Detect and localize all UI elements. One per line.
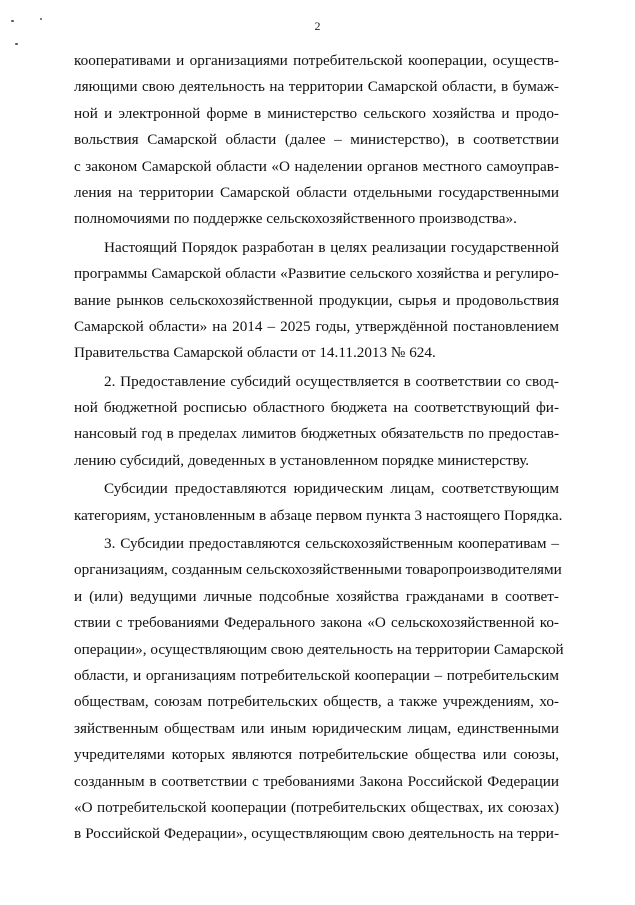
text-line: ной бюджетной росписью областного бюджета на соответствующий фи- [74, 399, 559, 417]
text-line: программы Самарской области «Развитие сельского хозяйства и регулиро- [74, 265, 559, 283]
text-line: созданным в соответствии с требованиями Закона Российской Федерации [74, 772, 559, 790]
text-line: вольствия Самарской области (далее – министерство), в соответствии [74, 131, 559, 149]
paragraph [74, 531, 564, 848]
text-line: в Российской Федерации», осуществляющим свою деятельность на терри- [74, 825, 559, 843]
text-line: «О потребительской кооперации (потребительских обществах, их союзах) [74, 798, 559, 816]
text-line: нансовый год в пределах лимитов бюджетных обязательств по предостав- [74, 425, 559, 443]
text-line: Правительства Самарской области от 14.11.2013 № 624. [74, 344, 436, 362]
text-line: ной и электронной форме в министерство сельского хозяйства и продо- [74, 104, 559, 122]
text-line: с законом Самарской области «О наделении органов местного самоуправ- [74, 157, 559, 175]
text-line: полномочиями по поддержке сельскохозяйственного производства». [74, 210, 517, 228]
text-line: ствии с требованиями Федерального закона «О сельскохозяйственной ко- [74, 614, 559, 632]
text-line: кооперативами и организациями потребительской кооперации, осуществ- [74, 52, 559, 69]
paragraph [74, 369, 559, 475]
text-line: ления на территории Самарской области отдельными государственными [74, 183, 559, 201]
text-line: зяйственным обществам или иным юридическим лицам, единственными [74, 719, 559, 737]
text-line: лению субсидий, доведенных в установленном порядке министерству. [74, 451, 530, 469]
text-line: учредителями которых являются потребительские общества или союзы, [74, 746, 559, 764]
paragraph [74, 235, 559, 367]
page-number: 2 [314, 19, 321, 33]
paragraph [74, 476, 563, 529]
text-line: ляющими свою деятельность на территории Самарской области, в бумаж- [74, 78, 559, 96]
scan-speck [15, 43, 18, 45]
document-body [74, 48, 564, 848]
text-line: Настоящий Порядок разработан в целях реализации государственной [104, 238, 559, 256]
text-line: организациям, созданным сельскохозяйственными товаропроизводителями [74, 561, 562, 579]
text-line: обществам, союзам потребительских обществ, а также учреждениям, хо- [74, 693, 559, 711]
text-line: 3. Субсидии предоставляются сельскохозяйственным кооперативам – [104, 535, 559, 553]
text-line: Субсидии предоставляются юридическим лицам, соответствующим [104, 480, 559, 498]
text-line: вание рынков сельскохозяйственной продукции, сырья и продовольствия [74, 291, 559, 309]
text-line: 2. Предоставление субсидий осуществляется в соответствии со свод- [104, 372, 559, 390]
text-line: и (или) ведущими личные подсобные хозяйства гражданами в соответ- [74, 587, 559, 605]
text-line: области, и организациям потребительской кооперации – потребительским [74, 666, 559, 684]
text-line: Самарской области» на 2014 – 2025 годы, утверждённой постановлением [74, 317, 559, 335]
paragraph [74, 48, 559, 233]
text-line: операции», осуществляющим свою деятельность на территории Самарской [74, 640, 564, 658]
text-line: категориям, установленным в абзаце первом пункта 3 настоящего Порядка. [74, 506, 563, 524]
